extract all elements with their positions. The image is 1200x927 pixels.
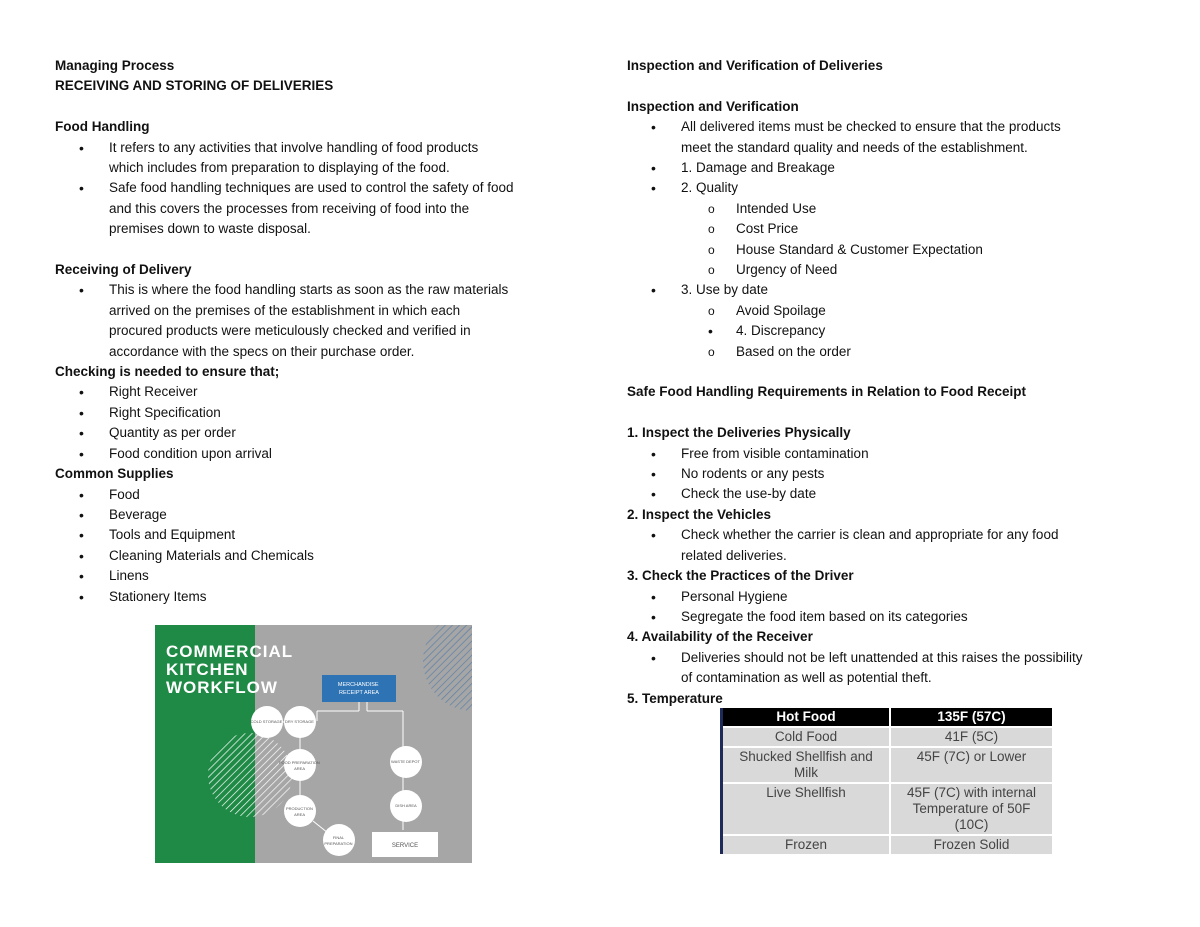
table-header-row — [722, 708, 1053, 727]
table-header-cell: 135F (57C) — [890, 708, 1052, 727]
checking-heading: Checking is needed to ensure that; — [55, 364, 280, 380]
list-item: o Cost Price — [627, 219, 1157, 239]
receipt-area-box — [322, 675, 396, 702]
production-node — [284, 795, 316, 827]
list-item: • All delivered items must be checked to ensure that the products meet the standard quality and needs of the establishment. — [627, 117, 1157, 158]
list-item: • Cleaning Materials and Chemicals — [55, 546, 595, 566]
req1-heading: 1. Inspect the Deliveries Physically — [627, 425, 851, 441]
list-item: • It refers to any activities that involve handling of food products which includes from preparation to displaying of the food. — [55, 138, 595, 179]
doc-subtitle: RECEIVING AND STORING OF DELIVERIES — [55, 78, 334, 94]
list-item: • No rodents or any pests — [627, 464, 1157, 484]
preparation-node — [284, 749, 316, 781]
list-item: • This is where the food handling starts as soon as the raw materials arrived on the premises of the establishment in which each procured products were meticulously checked and verified in accordance with the specs on their purchase order. — [55, 280, 595, 362]
table-cell: Cold Food — [722, 727, 891, 747]
table-row — [722, 727, 1053, 747]
req3-heading: 3. Check the Practices of the Driver — [627, 568, 854, 584]
table-cell: Live Shellfish — [722, 783, 891, 835]
list-item: o Based on the order — [627, 342, 1157, 362]
list-item: • Check whether the carrier is clean and appropriate for any food related deliveries. — [627, 525, 1157, 566]
req5-heading: 5. Temperature — [627, 690, 723, 706]
left-column — [55, 56, 595, 607]
list-item: • Free from visible contamination — [627, 444, 1157, 464]
list-item: • Linens — [55, 566, 595, 586]
iv-list — [627, 117, 1157, 362]
list-item: • Quantity as per order — [55, 423, 595, 443]
list-item: o Avoid Spoilage — [627, 301, 1157, 321]
table-cell: 45F (7C) with internal Temperature of 50F (10C) — [890, 783, 1052, 835]
food-handling-heading: Food Handling — [55, 119, 150, 135]
table-cell: Frozen Solid — [890, 835, 1052, 854]
table-cell: Shucked Shellfish and Milk — [722, 747, 891, 783]
right-column — [627, 56, 1157, 709]
list-item: • Check the use-by date — [627, 484, 1157, 504]
list-item: • 3. Use by date — [627, 280, 1157, 300]
service-label: SERVICE — [391, 843, 419, 849]
temperature-table — [720, 708, 1052, 854]
svg-text:COMMERCIAL KITCHEN: COMMERCIAL KITCHEN WORKFLOW — [166, 642, 293, 697]
list-item: • 4. Discrepancy — [627, 321, 1157, 341]
final-preparation-node — [323, 824, 355, 856]
req4-heading: 4. Availability of the Receiver — [627, 629, 813, 645]
list-item: • Right Specification — [55, 403, 595, 423]
list-item: • Food — [55, 485, 595, 505]
safe-handling-heading: Safe Food Handling Requirements in Relation to Food Receipt — [627, 384, 1027, 400]
list-item: • Right Receiver — [55, 382, 595, 402]
checking-list — [55, 382, 595, 464]
list-item: • Beverage — [55, 505, 595, 525]
list-item: o House Standard & Customer Expectation — [627, 240, 1157, 260]
list-item: o Urgency of Need — [627, 260, 1157, 280]
doc-title: Managing Process — [55, 58, 175, 73]
supplies-heading: Common Supplies — [55, 466, 174, 482]
svg-text:MERCHANDISE RECEIPT AREA: MERCHANDISE RECEIPT AREA — [337, 682, 379, 696]
table-row — [722, 783, 1053, 835]
table-cell: 41F (5C) — [890, 727, 1052, 747]
workflow-title: COMMERCIAL — [166, 642, 293, 661]
iv-heading: Inspection and Verification — [627, 98, 799, 114]
list-item: • Tools and Equipment — [55, 525, 595, 545]
list-item: • Deliveries should not be left unattended at this raises the possibility of contamination as well as potential theft. — [627, 648, 1157, 689]
food-handling-list — [55, 138, 595, 240]
table-header-cell: Hot Food — [722, 708, 891, 727]
receiving-heading: Receiving of Delivery — [55, 262, 192, 278]
list-item: • Food condition upon arrival — [55, 444, 595, 464]
list-item: • Personal Hygiene — [627, 587, 1157, 607]
supplies-list — [55, 485, 595, 607]
table-row — [722, 835, 1053, 854]
list-item: o Intended Use — [627, 199, 1157, 219]
table-cell: Frozen — [722, 835, 891, 854]
list-item: • Segregate the food item based on its categories — [627, 607, 1157, 627]
svg-text:COLD STORAGE DRY STORAGE: COLD STORAGE DRY STORAGE FOOD PREPARATION AREA PRODUCTION AREA FINAL PREPARATION WASTE DEPOT DISH AREA — [250, 719, 420, 846]
table-cell: 45F (7C) or Lower — [890, 747, 1052, 783]
list-item: • Safe food handling techniques are used to control the safety of food and this covers the processes from receiving of food into the premises down to waste disposal. — [55, 178, 595, 239]
inspection-title: Inspection and Verification of Deliveries — [627, 58, 883, 73]
req2-heading: 2. Inspect the Vehicles — [627, 506, 772, 522]
receiving-list — [55, 280, 595, 362]
list-item: • 1. Damage and Breakage — [627, 158, 1157, 178]
kitchen-workflow-figure — [155, 625, 472, 863]
hatched-circle — [208, 733, 292, 817]
table-row — [722, 747, 1053, 783]
list-item: • 2. Quality — [627, 178, 1157, 198]
list-item: • Stationery Items — [55, 587, 595, 607]
